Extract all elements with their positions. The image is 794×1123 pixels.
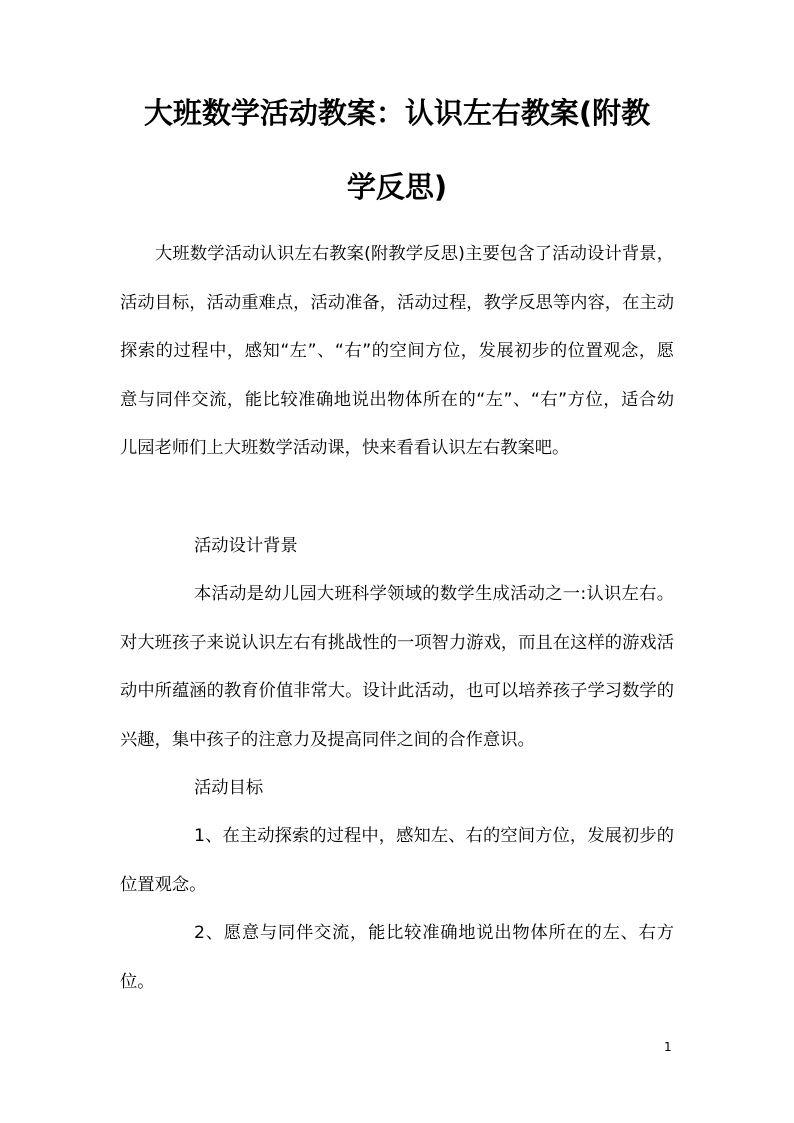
section-heading-background: 活动设计背景 [194, 536, 298, 556]
section-heading-goals: 活动目标 [194, 778, 264, 798]
background-paragraph: 本活动是幼儿园大班科学领域的数学生成活动之一:认识左右。对大班孩子来说认识左右有挑战性的一项智力游戏，而且在这样的游戏活动中所蕴涵的教育价值非常大。设计此活动，也可以培养孩子学习数学的兴趣，集中孩子的注意力及提高同伴之间的合作意识。 [120, 584, 674, 750]
intro-paragraph: 大班数学活动认识左右教案(附教学反思)主要包含了活动设计背景，活动目标，活动重难点，活动准备，活动过程，教学反思等内容，在主动探索的过程中，感知“左”、“右”的空间方位，发展初步的位置观念，愿意与同伴交流，能比较准确地说出物体所在的“左”、“右”方位，适合幼儿园老师们上大班数学活动课，快来看看认识左右教案吧。 [120, 244, 674, 458]
document-title-line-1: 大班数学活动教案：认识左右教案(附教 [143, 96, 651, 130]
goal-item-2: 2、愿意与同伴交流，能比较准确地说出物体所在的左、右方位。 [120, 923, 674, 992]
page-number: 1 [664, 1040, 672, 1054]
goal-item-1: 1、在主动探索的过程中，感知左、右的空间方位，发展初步的位置观念。 [120, 826, 674, 895]
document-title-line-2: 学反思) [346, 170, 448, 204]
